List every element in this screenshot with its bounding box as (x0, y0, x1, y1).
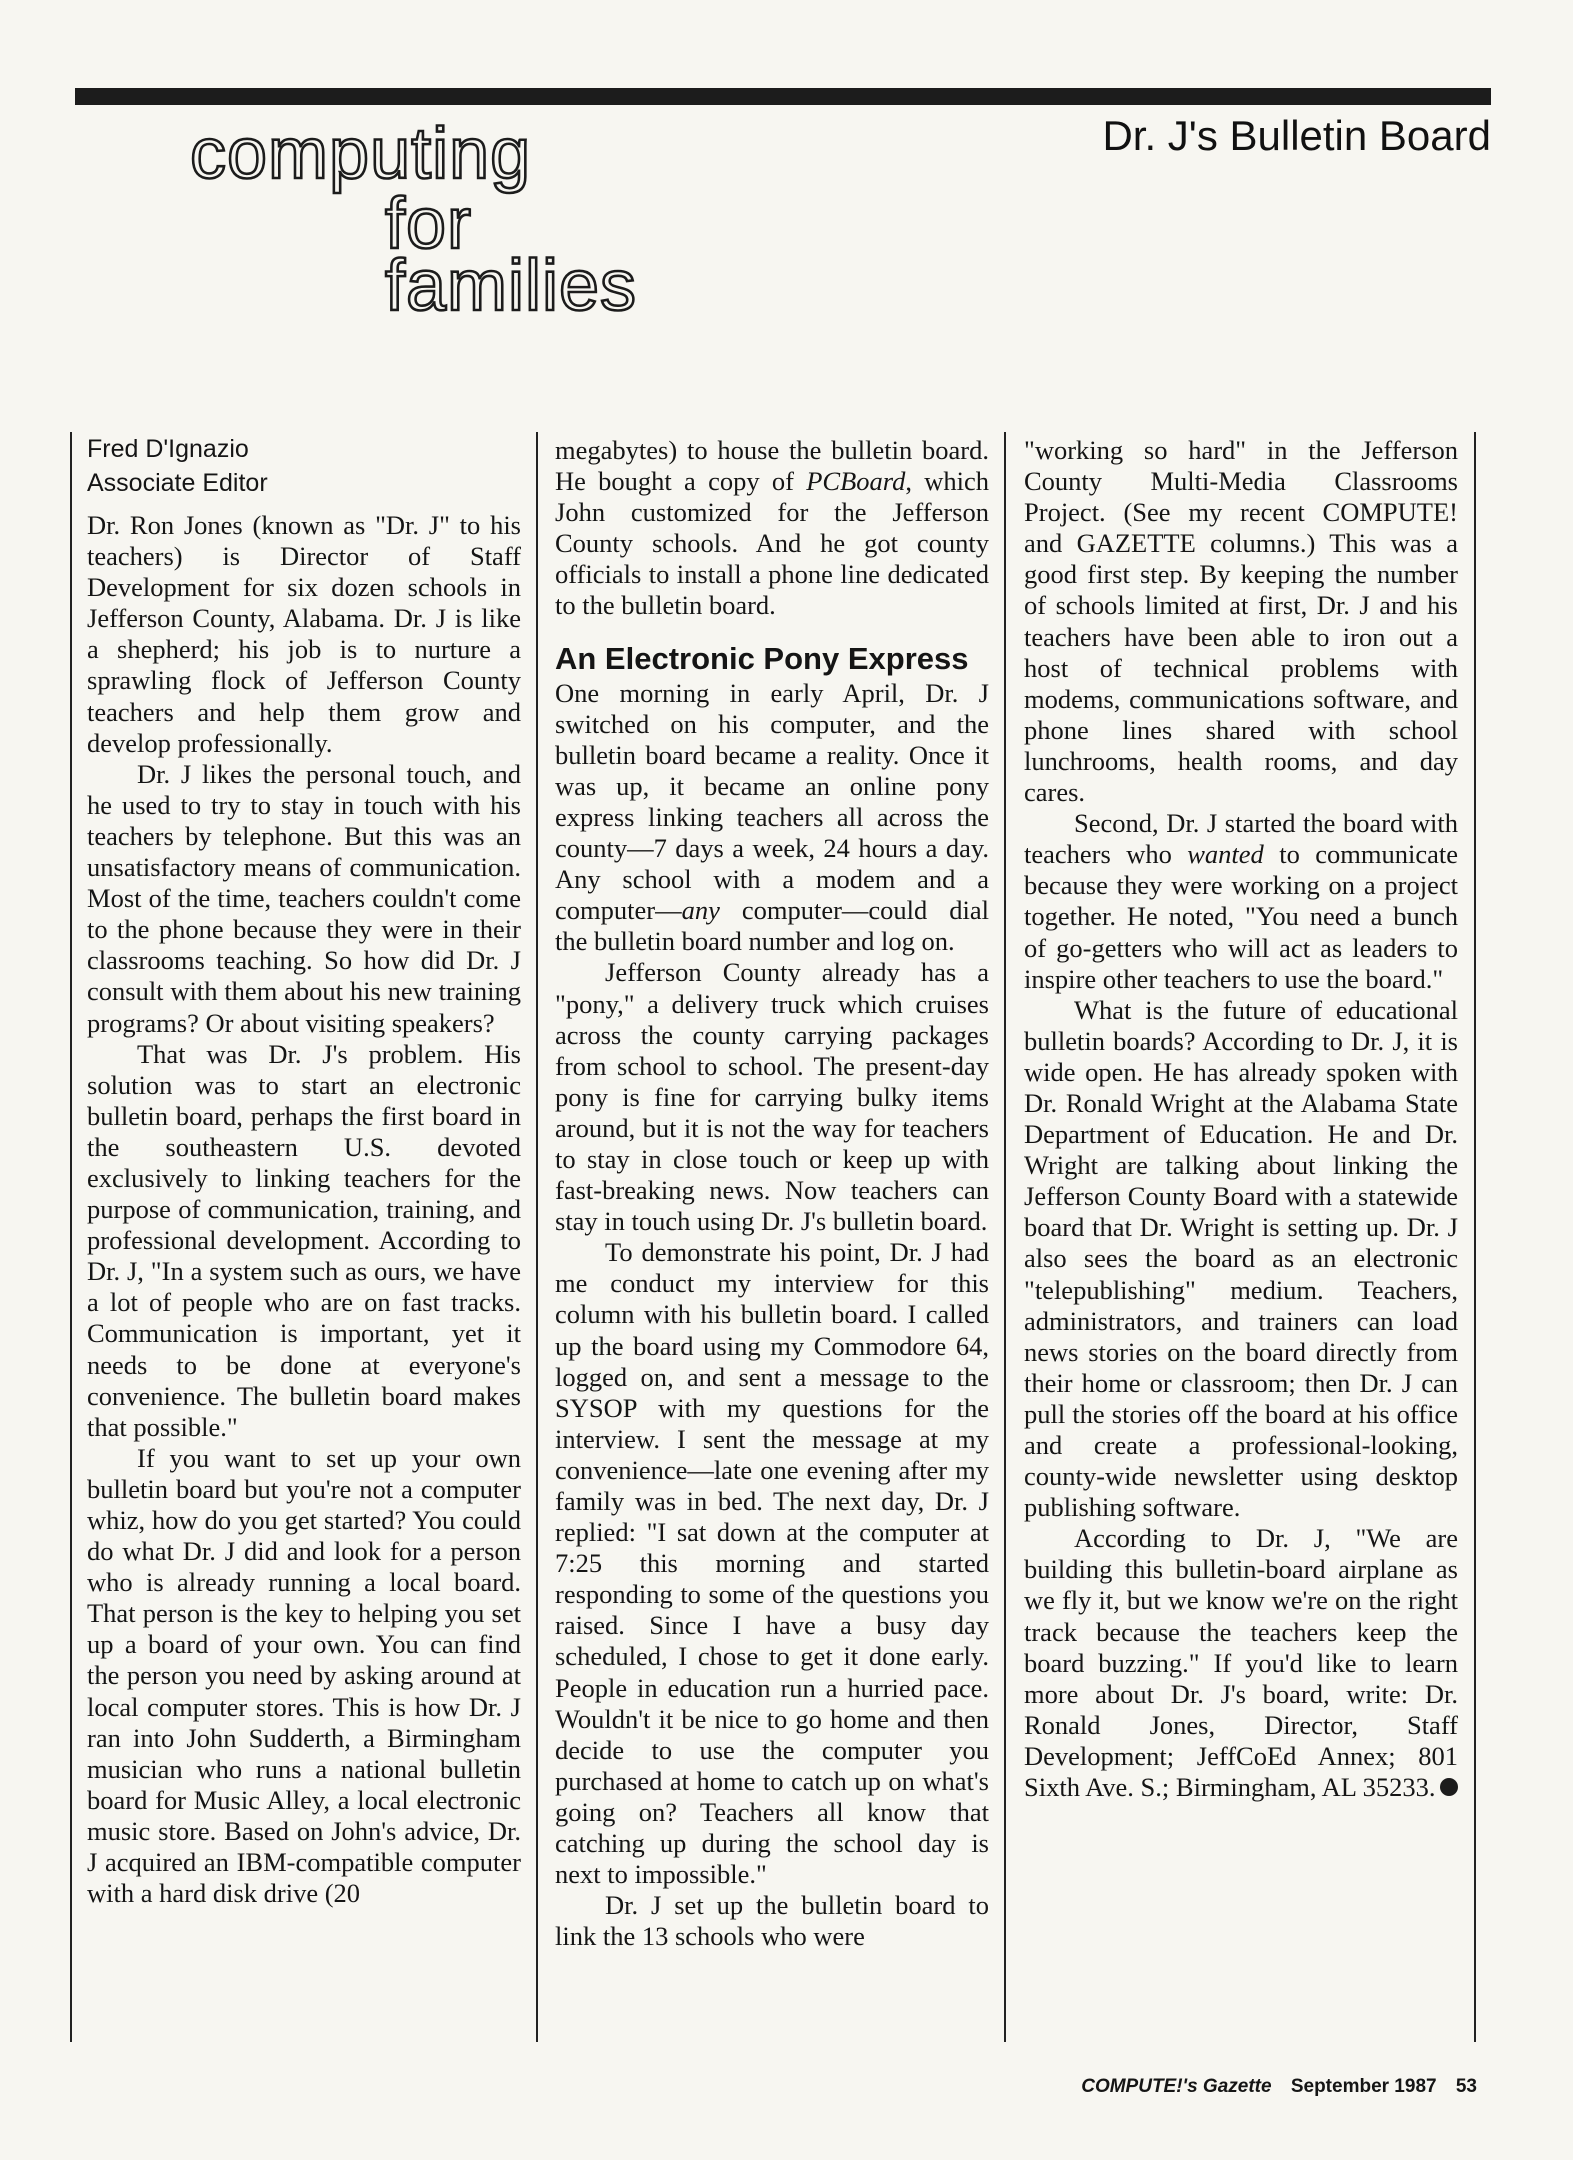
logo-line-1: computing (190, 114, 532, 194)
issue-date: September 1987 (1290, 2076, 1437, 2097)
paragraph: Second, Dr. J started the board with teachers who wanted to communicate because they were working on a project together. He noted, "You need a bunch of go-getters who will act as leaders to inspire other teachers to use the board." (1024, 808, 1458, 994)
paragraph: Dr. J likes the personal touch, and he used to try to stay in touch with his teachers by telephone. But this was an unsatisfactory means of communication. Most of the time, teachers couldn't come to the phone because they were in their classrooms teaching. So how did Dr. J consult with them about his new training programs? Or about visiting speakers? (87, 758, 521, 1038)
column-rule-left (70, 432, 72, 2042)
section-heading: An Electronic Pony Express (555, 640, 969, 676)
paragraph: One morning in early April, Dr. J switched on his computer, and the bulletin board became a reality. Once it was up, it became an online pony express linking teachers all across the county—7 days a week, 24 hours a day. Any school with a modem and a computer—any computer—could dial the bulletin board number and log on. (555, 677, 989, 957)
paragraph: Dr. Ron Jones (known as "Dr. J" to his teachers) is Director of Staff Development for six dozen schools in Jefferson County, Alabama. Dr. J is like a shepherd; his job is to nurture a sprawling flock of Jefferson County teachers and help them grow and develop professionally. (87, 510, 521, 758)
paragraph: "working so hard" in the Jefferson County Multi-Media Classrooms Project. (See my recent COMPUTE! and GAZETTE columns.) This was a good first step. By keeping the number of schools limited at first, Dr. J and his teachers have been able to iron out a host of technical problems with modems, communications software, and phone lines shared with school lunchrooms, health rooms, and day cares. (1024, 435, 1458, 808)
computing-for-families-logo (190, 78, 730, 328)
paragraph: megabytes) to house the bulletin board. He bought a copy of PCBoard, which John customized for the Jefferson County schools. And he got county officials to install a phone line dedicated to the bulletin board. (555, 435, 989, 621)
logo-line-3: families (385, 246, 638, 326)
paragraph: Dr. J set up the bulletin board to link the 13 schools who were (555, 1890, 989, 1952)
logo-line-2: for (385, 184, 473, 264)
end-of-article-icon (1440, 1778, 1458, 1796)
article-column-3 (1024, 435, 1458, 1803)
article-column-2 (555, 435, 989, 1952)
page-footer (1081, 2076, 1477, 2098)
column-rule-right (1474, 432, 1476, 2042)
page-number: 53 (1455, 2076, 1477, 2097)
column-rule-1 (536, 432, 538, 2042)
article-column-1 (87, 510, 521, 1909)
column-rule-2 (1004, 432, 1006, 2042)
paragraph: That was Dr. J's problem. His solution was to start an electronic bulletin board, perhaps the first board in the southeastern U.S. devoted exclusively to linking teachers for the purpose of communication, training, and professional development. According to Dr. J, "In a system such as ours, we have a lot of people who are on fast tracks. Communication is important, yet it needs to be done at everyone's convenience. The bulletin board makes that possible." (87, 1038, 521, 1442)
paragraph: To demonstrate his point, Dr. J had me conduct my interview for this column with his bulletin board. I called up the board using my Commodore 64, logged on, and sent a message to the SYSOP with my questions for the interview. I sent the message at my convenience—late one evening after my family was in bed. The next day, Dr. J replied: "I sat down at the computer at 7:25 this morning and started responding to some of the questions you raised. Since I have a busy day scheduled, I chose to get it done early. People in education run a hurried pace. Wouldn't it be nice to go home and then decide to use the computer you purchased at home to catch up on what's going on? Teachers all know that catching up during the school day is next to impossible." (555, 1237, 989, 1890)
magazine-name: COMPUTE!'s Gazette (1081, 2076, 1272, 2097)
column-title: Dr. J's Bulletin Board (1102, 112, 1491, 159)
author-name: Fred D'Ignazio (87, 435, 249, 463)
paragraph: Jefferson County already has a "pony," a delivery truck which cruises across the county carrying packages from school to school. The present-day pony is fine for carrying bulky items around, but it is not the way for teachers to stay in close touch or keep up with fast-breaking news. Now teachers can stay in touch using Dr. J's bulletin board. (555, 957, 989, 1237)
author-role: Associate Editor (87, 469, 268, 497)
paragraph: According to Dr. J, "We are building this bulletin-board airplane as we fly it, but we know we're on the right track because the teachers keep the board buzzing." If you'd like to learn more about Dr. J's board, write: Dr. Ronald Jones, Director, Staff Development; JeffCoEd Annex; 801 Sixth Ave. S.; Birmingham, AL 35233. (1024, 1523, 1458, 1803)
paragraph: What is the future of educational bulletin boards? According to Dr. J, it is wide open. He has already spoken with Dr. Ronald Wright at the Alabama State Department of Education. He and Dr. Wright are talking about linking the Jefferson County Board with a statewide board that Dr. Wright is setting up. Dr. J also sees the board as an electronic "telepublishing" medium. Teachers, administrators, and trainers can load news stories on the board directly from their home or classroom; then Dr. J can pull the stories off the board at his office and create a professional-looking, county-wide newsletter using desktop publishing software. (1024, 994, 1458, 1523)
byline (87, 432, 268, 500)
paragraph: If you want to set up your own bulletin board but you're not a computer whiz, how do you get started? You could do what Dr. J did and look for a person who is already running a local board. That person is the key to helping you set up a board of your own. You can find the person you need by asking around at local computer stores. This is how Dr. J ran into John Sudderth, a Birmingham musician who runs a national bulletin board for Music Alley, a local electronic music store. Based on John's advice, Dr. J acquired an IBM-compatible computer with a hard disk drive (20 (87, 1442, 521, 1909)
